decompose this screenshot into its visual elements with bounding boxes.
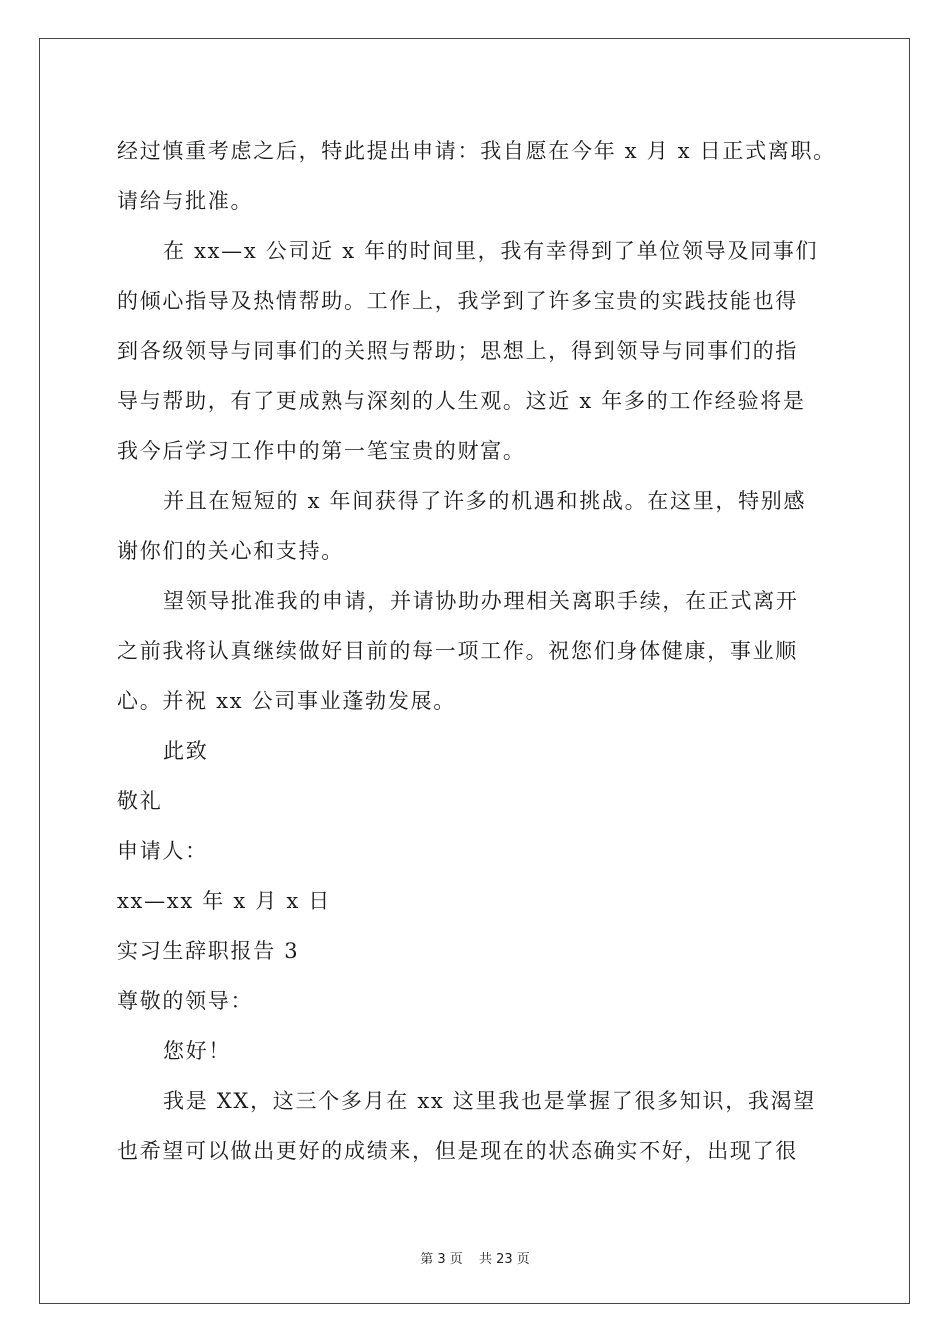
text-line: 的倾心指导及热情帮助。工作上，我学到了许多宝贵的实践技能也得 [117, 289, 798, 313]
text-line: 到各级领导与同事们的关照与帮助；思想上，得到领导与同事们的指 [117, 339, 798, 363]
text-line: 申请人： [117, 839, 208, 863]
text-line: 尊敬的领导： [117, 989, 254, 1013]
text-line: 望领导批准我的申请，并请协助办理相关离职手续，在正式离开 [163, 589, 799, 613]
text-line: xx—xx 年 x 月 x 日 [117, 889, 331, 913]
text-line: 并且在短短的 x 年间获得了许多的机遇和挑战。在这里，特别感 [163, 489, 807, 513]
text-line: 我是 XX，这三个多月在 xx 这里我也是掌握了很多知识，我渴望 [163, 1089, 817, 1113]
text-line: 我今后学习工作中的第一笔宝贵的财富。 [117, 439, 526, 463]
text-line: 敬礼 [117, 789, 163, 813]
text-line: 经过慎重考虑之后，特此提出申请：我自愿在今年 x 月 x 日正式离职。 [117, 139, 836, 163]
text-line: 在 xx—x 公司近 x 年的时间里，我有幸得到了单位领导及同事们 [163, 239, 819, 263]
text-line: 之前我将认真继续做好目前的每一项工作。祝您们身体健康，事业顺 [117, 639, 798, 663]
page-footer [0, 1248, 950, 1267]
text-line: 导与帮助，有了更成熟与深刻的人生观。这近 x 年多的工作经验将是 [117, 389, 806, 413]
text-line: 实习生辞职报告 3 [117, 939, 300, 963]
document-body [117, 126, 837, 1176]
text-line: 谢你们的关心和支持。 [117, 539, 344, 563]
text-line: 心。并祝 xx 公司事业蓬勃发展。 [117, 689, 456, 713]
text-line: 此致 [163, 739, 209, 763]
text-line: 也希望可以做出更好的成绩来，但是现在的状态确实不好，出现了很 [117, 1139, 798, 1163]
text-line: 您好！ [163, 1039, 232, 1063]
text-line: 请给与批准。 [117, 189, 254, 213]
page-number: 第 3 页 [420, 1252, 463, 1267]
page-total: 共 23 页 [478, 1252, 530, 1267]
